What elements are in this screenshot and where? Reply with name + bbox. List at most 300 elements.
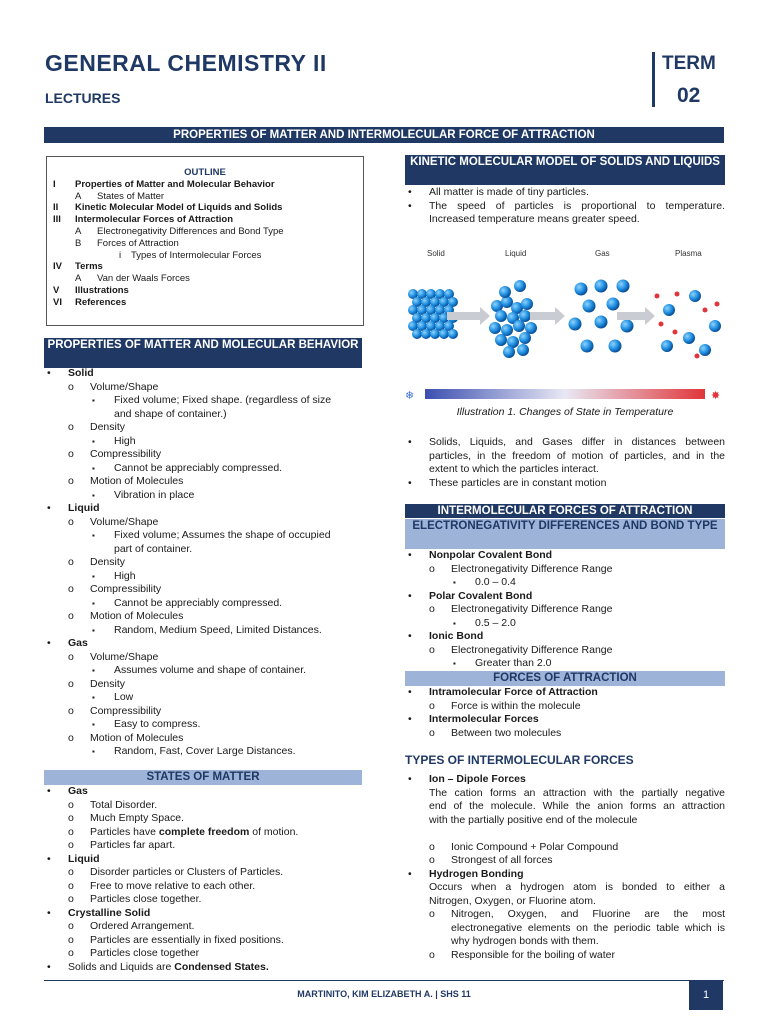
- main-heading: PROPERTIES OF MATTER AND INTERMOLECULAR FORCE OF ATTRACTION: [44, 127, 724, 143]
- list-item: [405, 700, 725, 714]
- term-divider: [652, 52, 655, 107]
- list-item-text: High: [114, 434, 136, 447]
- particle: [503, 346, 515, 358]
- list-item-text: The speed of particles is proportional to temperature.: [429, 199, 725, 212]
- square-bullet-icon: ▪: [92, 463, 95, 473]
- circle-bullet-icon: o: [68, 421, 74, 433]
- outline-item: [47, 261, 363, 273]
- list-item-text: Ordered Arrangement.: [90, 920, 195, 932]
- list-item: [405, 563, 725, 577]
- list-item: [405, 603, 725, 617]
- bullet-icon: •: [408, 476, 412, 489]
- list-item-text: Particles are essentially in fixed positions.: [90, 933, 284, 946]
- list-item-text: Volume/Shape: [90, 515, 159, 528]
- outline-item: [47, 297, 363, 309]
- list-item: [405, 841, 725, 855]
- particle: [495, 334, 507, 346]
- outline-number: A: [75, 190, 82, 202]
- list-item-text: Increased temperature means greater speed.: [429, 213, 640, 225]
- list-item: [44, 839, 364, 853]
- list-item-text: Polar Covalent Bond: [429, 589, 533, 602]
- list-item: [44, 408, 364, 422]
- outline-text: Electronegativity Differences and Bond Type: [97, 225, 284, 237]
- list-item: [405, 477, 725, 491]
- bullet-icon: •: [408, 686, 412, 698]
- square-bullet-icon: ▪: [453, 659, 456, 668]
- particle: [683, 332, 695, 344]
- label-gas: Gas: [595, 249, 610, 258]
- square-bullet-icon: ▪: [92, 396, 95, 405]
- term-label: TERM: [662, 53, 716, 74]
- heat-icon: ✸: [711, 390, 721, 402]
- square-bullet-icon: ▪: [92, 531, 95, 540]
- list-item: [405, 713, 725, 727]
- outline-item: [47, 202, 363, 214]
- particle: [659, 322, 664, 327]
- particle: [703, 308, 708, 313]
- list-item-text: Motion of Molecules: [90, 731, 184, 744]
- outline-text: Terms: [75, 261, 103, 273]
- list-item: [44, 637, 364, 651]
- list-item: [44, 785, 364, 799]
- list-item-text: Free to move relative to each other.: [90, 879, 256, 892]
- list-item-text: Occurs when a hydrogen atom is bonded to either a: [429, 881, 725, 893]
- particle: [501, 296, 513, 308]
- imf-heading: INTERMOLECULAR FORCES OF ATTRACTION: [405, 504, 725, 518]
- list-item-text: Motion of Molecules: [90, 475, 184, 487]
- list-item: [44, 435, 364, 449]
- list-item: [405, 854, 725, 868]
- list-item-text: Particles close together.: [90, 893, 202, 905]
- outline-item: [47, 238, 363, 250]
- list-item: [405, 787, 725, 801]
- term-number: 02: [677, 84, 701, 107]
- list-item-text: Random, Fast, Cover Large Distances.: [114, 745, 296, 757]
- label-liquid: Liquid: [505, 249, 527, 258]
- square-bullet-icon: ▪: [92, 747, 95, 756]
- particle: [699, 344, 711, 356]
- bullet-icon: •: [47, 367, 51, 379]
- list-item-text: Solids, Liquids, and Gases differ in distances between: [429, 436, 725, 448]
- list-item: [44, 745, 364, 759]
- circle-bullet-icon: o: [68, 839, 74, 851]
- particle: [661, 340, 673, 352]
- list-item: [405, 436, 725, 450]
- list-item: [44, 866, 364, 880]
- circle-bullet-icon: o: [68, 812, 74, 824]
- list-item-text: Ionic Bond: [429, 630, 484, 642]
- particle: [617, 280, 630, 293]
- list-item-text: Particles have complete freedom of motion.: [90, 825, 299, 838]
- list-item: [405, 727, 725, 741]
- bullet-icon: •: [408, 549, 412, 561]
- particle: [715, 302, 720, 307]
- list-item: [44, 826, 364, 840]
- list-item-text: Responsible for the boiling of water: [451, 948, 616, 961]
- bullet-icon: •: [408, 773, 412, 785]
- particle: [675, 292, 680, 297]
- particle: [609, 340, 622, 353]
- particle: [521, 298, 533, 310]
- kinetic-heading: KINETIC MOLECULAR MODEL OF SOLIDS AND LIQUIDS: [405, 155, 725, 185]
- list-item: [405, 814, 725, 828]
- outline-number: I: [53, 178, 56, 190]
- list-item-text: Nitrogen, Oxygen, and Fluorine are the most: [451, 908, 725, 920]
- list-item: [44, 624, 364, 638]
- outline-number: i: [119, 249, 122, 261]
- list-item: [405, 450, 725, 464]
- particle: [439, 329, 449, 339]
- circle-bullet-icon: o: [68, 515, 74, 528]
- circle-bullet-icon: o: [429, 726, 435, 739]
- list-item: [44, 907, 364, 921]
- outline-text: States of Matter: [97, 190, 165, 202]
- list-item: [44, 961, 364, 975]
- list-item: [44, 462, 364, 476]
- list-item-text: Disorder particles or Clusters of Particles.: [90, 866, 284, 878]
- square-bullet-icon: ▪: [92, 666, 95, 675]
- list-item-text: All matter is made of tiny particles.: [429, 186, 589, 198]
- temperature-bar: [425, 389, 705, 399]
- list-item: [44, 691, 364, 705]
- list-item: [405, 922, 725, 936]
- list-item-text: Ionic Compound + Polar Compound: [451, 840, 619, 853]
- list-item: [44, 880, 364, 894]
- list-item-text: and shape of container.): [114, 407, 227, 420]
- list-item-text: Compressibility: [90, 448, 162, 460]
- list-item: [44, 543, 364, 557]
- outline-heading: OUTLINE: [184, 167, 226, 178]
- list-item-text: Electronegativity Difference Range: [451, 562, 613, 575]
- square-bullet-icon: ▪: [92, 598, 95, 608]
- list-item: [44, 489, 364, 503]
- list-item: [405, 549, 725, 563]
- circle-bullet-icon: o: [429, 643, 435, 656]
- list-item: [405, 800, 725, 814]
- bullet-icon: •: [47, 637, 51, 649]
- snowflake-icon: ❄: [405, 390, 415, 402]
- square-bullet-icon: ▪: [92, 490, 95, 500]
- particle: [519, 332, 531, 344]
- list-item-text: Cannot be appreciably compressed.: [114, 461, 283, 474]
- circle-bullet-icon: o: [68, 704, 74, 717]
- circle-bullet-icon: o: [68, 798, 74, 811]
- list-item: [405, 590, 725, 604]
- list-item-text: Assumes volume and shape of container.: [114, 664, 307, 676]
- particle: [448, 329, 458, 339]
- particle: [663, 304, 675, 316]
- particle: [430, 329, 440, 339]
- list-item-text: Total Disorder.: [90, 798, 158, 811]
- list-item-text: Intramolecular Force of Attraction: [429, 686, 598, 698]
- list-item-text: part of container.: [114, 542, 193, 555]
- bullet-icon: •: [47, 785, 51, 797]
- bullet-icon: •: [408, 436, 412, 448]
- circle-bullet-icon: o: [429, 840, 435, 853]
- list-item: [44, 381, 364, 395]
- particle: [695, 354, 700, 359]
- particle: [513, 320, 525, 332]
- outline-number: B: [75, 237, 82, 249]
- document-title: GENERAL CHEMISTRY II: [45, 50, 327, 76]
- particle: [569, 318, 582, 331]
- list-item-text: end of the molecule. While the anion forms an attraction: [429, 800, 725, 812]
- circle-bullet-icon: o: [429, 948, 435, 961]
- outline-box: [46, 156, 364, 326]
- list-item: [44, 678, 364, 692]
- particle: [595, 280, 608, 293]
- circle-bullet-icon: o: [429, 908, 435, 920]
- list-item-text: Compressibility: [90, 583, 162, 595]
- outline-number: IV: [53, 261, 62, 273]
- list-item: [405, 935, 725, 949]
- list-item: [405, 463, 725, 477]
- outline-item: [47, 250, 363, 262]
- list-item: [405, 773, 725, 787]
- list-item-text: The cation forms an attraction with the partially negative: [429, 786, 725, 799]
- list-item: [44, 610, 364, 624]
- particle: [517, 344, 529, 356]
- list-item: [405, 868, 725, 882]
- outline-number: V: [53, 284, 60, 296]
- list-item: [44, 947, 364, 961]
- list-item: [44, 705, 364, 719]
- outline-number: A: [75, 273, 82, 285]
- outline-number: A: [75, 225, 82, 237]
- list-item-text: Crystalline Solid: [68, 906, 151, 919]
- list-item: [44, 502, 364, 516]
- list-item: [44, 853, 364, 867]
- square-bullet-icon: ▪: [453, 618, 456, 628]
- bullet-icon: •: [408, 630, 412, 642]
- particle: [489, 322, 501, 334]
- outline-item: [47, 191, 363, 203]
- circle-bullet-icon: o: [68, 380, 74, 393]
- outline-number: III: [53, 214, 61, 226]
- particle: [673, 330, 678, 335]
- particle: [607, 298, 620, 311]
- square-bullet-icon: ▪: [92, 436, 95, 446]
- list-item: [405, 827, 725, 841]
- particle: [575, 283, 588, 296]
- list-item-text: Particles far apart.: [90, 839, 176, 851]
- label-solid: Solid: [427, 249, 445, 258]
- list-item-text: Between two molecules: [451, 726, 562, 739]
- list-item-text: particles, in the freedom of motion of particles, and in the: [429, 449, 725, 462]
- bullet-icon: •: [408, 186, 412, 198]
- circle-bullet-icon: o: [68, 893, 74, 905]
- list-item-text: Strongest of all forces: [451, 854, 553, 866]
- properties-list: [44, 367, 364, 759]
- list-item: [44, 597, 364, 611]
- circle-bullet-icon: o: [429, 603, 435, 615]
- outline-text: Properties of Matter and Molecular Behavior: [75, 178, 275, 190]
- list-item-text: Random, Medium Speed, Limited Distances.: [114, 623, 322, 636]
- square-bullet-icon: ▪: [92, 571, 95, 581]
- list-item: [405, 949, 725, 963]
- list-item-text: Nitrogen, Oxygen, or Fluorine atom.: [429, 894, 596, 907]
- list-item-text: Liquid: [68, 852, 100, 865]
- footer-divider: [44, 980, 724, 981]
- circle-bullet-icon: o: [68, 825, 74, 838]
- outline-text: Illustrations: [75, 284, 129, 296]
- list-item: [44, 718, 364, 732]
- circle-bullet-icon: o: [68, 933, 74, 946]
- list-item: [44, 367, 364, 381]
- outline-text: Intermolecular Forces of Attraction: [75, 214, 234, 226]
- page-number: 1: [689, 980, 723, 1010]
- list-item-text: Particles close together: [90, 947, 200, 959]
- list-item: [405, 895, 725, 909]
- types-heading: TYPES OF INTERMOLECULAR FORCES: [405, 753, 634, 767]
- list-item: [44, 934, 364, 948]
- list-item: [44, 583, 364, 597]
- circle-bullet-icon: o: [68, 583, 74, 595]
- list-item-text: Easy to compress.: [114, 718, 201, 730]
- circle-bullet-icon: o: [68, 677, 74, 690]
- particle: [519, 310, 531, 322]
- circle-bullet-icon: o: [68, 610, 74, 622]
- particle: [499, 286, 511, 298]
- bullet-icon: •: [47, 502, 51, 514]
- circle-bullet-icon: o: [68, 475, 74, 487]
- list-item-text: Solids and Liquids are Condensed States.: [68, 960, 269, 973]
- list-item: [44, 394, 364, 408]
- list-item-text: Motion of Molecules: [90, 610, 184, 622]
- list-item-text: electronegative elements on the periodic table which is: [451, 921, 725, 934]
- bullet-icon: •: [47, 852, 51, 865]
- circle-bullet-icon: o: [429, 854, 435, 866]
- list-item: [44, 570, 364, 584]
- list-item: [405, 908, 725, 922]
- list-item-text: 0.0 – 0.4: [475, 576, 516, 588]
- list-item: [44, 799, 364, 813]
- circle-bullet-icon: o: [68, 947, 74, 959]
- list-item: [405, 186, 725, 200]
- particle: [421, 329, 431, 339]
- list-item-text: Cannot be appreciably compressed.: [114, 596, 283, 609]
- outline-text: Van der Waals Forces: [97, 273, 190, 285]
- particle: [709, 320, 721, 332]
- list-item: [405, 644, 725, 658]
- outline-text: Kinetic Molecular Model of Liquids and Solids: [75, 202, 283, 214]
- square-bullet-icon: ▪: [92, 720, 95, 729]
- particle: [514, 280, 526, 292]
- list-item-text: with the partially positive end of the molecule: [429, 813, 638, 826]
- list-item-text: Greater than 2.0: [475, 657, 552, 669]
- label-plasma: Plasma: [675, 249, 702, 258]
- list-item-text: Electronegativity Difference Range: [451, 643, 613, 656]
- bonds-list: [405, 549, 725, 671]
- list-item-text: High: [114, 569, 136, 582]
- types-list: [405, 773, 725, 962]
- list-item: [405, 686, 725, 700]
- outline-item: [47, 226, 363, 238]
- particle: [689, 290, 701, 302]
- list-item: [44, 651, 364, 665]
- list-item: [44, 448, 364, 462]
- list-item-text: Fixed volume; Fixed shape. (regardless of size: [114, 394, 332, 406]
- circle-bullet-icon: o: [68, 731, 74, 744]
- electronegativity-heading: ELECTRONEGATIVITY DIFFERENCES AND BOND TYPE: [405, 519, 725, 549]
- list-item: [44, 475, 364, 489]
- list-item: [405, 657, 725, 671]
- particle: [501, 324, 513, 336]
- list-item-text: Gas: [68, 785, 88, 797]
- list-item: [44, 516, 364, 530]
- illustration-caption: Illustration 1. Changes of State in Temperature: [456, 406, 674, 418]
- list-item: [405, 213, 725, 227]
- list-item-text: Gas: [68, 637, 88, 649]
- outline-text: Forces of Attraction: [97, 237, 179, 249]
- list-item-text: Vibration in place: [114, 488, 195, 501]
- list-item-text: 0.5 – 2.0: [475, 616, 516, 629]
- circle-bullet-icon: o: [68, 879, 74, 892]
- list-item: [44, 556, 364, 570]
- particle: [581, 340, 594, 353]
- list-item: [405, 630, 725, 644]
- list-item: [44, 529, 364, 543]
- list-item-text: Low: [114, 691, 134, 703]
- list-item: [44, 421, 364, 435]
- outline-number: VI: [53, 296, 62, 308]
- list-item-text: Density: [90, 421, 126, 433]
- bullet-icon: •: [408, 713, 412, 725]
- circle-bullet-icon: o: [429, 562, 435, 575]
- forces-heading: FORCES OF ATTRACTION: [405, 671, 725, 686]
- list-item-text: Hydrogen Bonding: [429, 867, 524, 880]
- outline-item: [47, 214, 363, 226]
- list-item-text: Density: [90, 556, 126, 568]
- list-item-text: Much Empty Space.: [90, 812, 184, 824]
- list-item-text: Density: [90, 677, 126, 690]
- kinetic-list: [405, 186, 725, 227]
- circle-bullet-icon: o: [68, 866, 74, 878]
- particle: [412, 329, 422, 339]
- document-subtitle: LECTURES: [45, 90, 121, 106]
- circle-bullet-icon: o: [68, 556, 74, 568]
- list-item-text: Volume/Shape: [90, 380, 159, 393]
- outline-text: Types of Intermolecular Forces: [131, 249, 262, 261]
- list-item: [44, 893, 364, 907]
- states-list: [44, 785, 364, 974]
- square-bullet-icon: ▪: [92, 625, 95, 635]
- list-item-text: extent to which the particles interact.: [429, 463, 599, 475]
- particle: [655, 294, 660, 299]
- list-item-text: Electronegativity Difference Range: [451, 603, 613, 615]
- bullet-icon: •: [408, 589, 412, 602]
- list-item-text: Solid: [68, 367, 94, 379]
- circle-bullet-icon: o: [429, 699, 435, 712]
- circle-bullet-icon: o: [68, 650, 74, 663]
- list-item-text: Volume/Shape: [90, 650, 159, 663]
- kinetic2-list: [405, 436, 725, 490]
- forces-list: [405, 686, 725, 740]
- particle: [621, 320, 634, 333]
- list-item-text: These particles are in constant motion: [429, 476, 607, 489]
- square-bullet-icon: ▪: [453, 578, 456, 587]
- outline-item: [47, 179, 363, 191]
- particle: [583, 300, 596, 313]
- particle: [595, 316, 608, 329]
- outline-item: [47, 273, 363, 285]
- list-item: [44, 664, 364, 678]
- bullet-icon: •: [47, 906, 51, 919]
- outline-number: II: [53, 202, 59, 214]
- list-item: [405, 881, 725, 895]
- list-item-text: why hydrogen bonds with them.: [451, 935, 599, 947]
- list-item-text: Nonpolar Covalent Bond: [429, 549, 553, 561]
